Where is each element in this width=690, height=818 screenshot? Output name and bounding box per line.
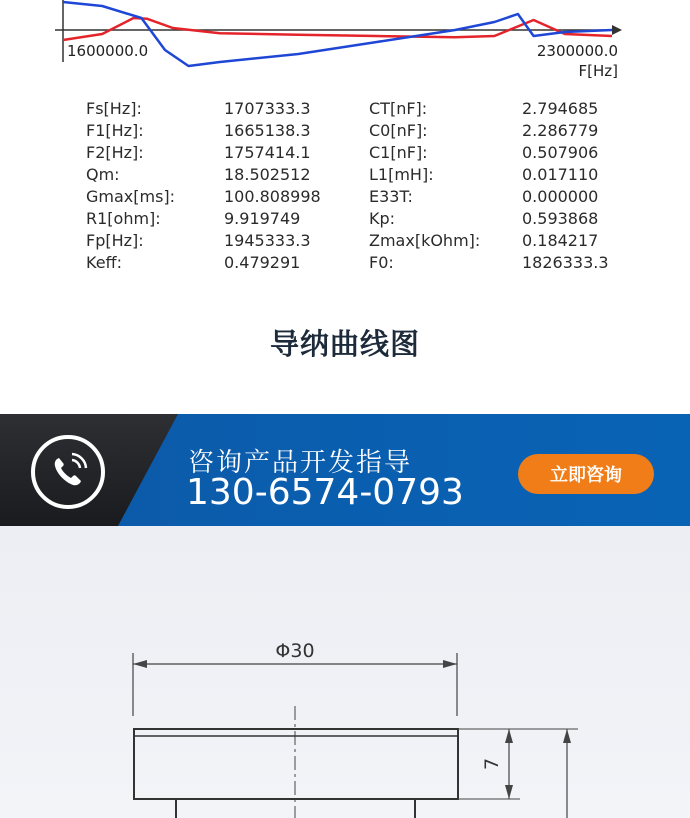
x-max-tick-label: 2300000.0 [536,42,618,60]
x-axis-arrow [612,25,622,35]
diameter-label: Φ30 [275,640,315,662]
banner-title: 咨询产品开发指导 [188,448,413,478]
admittance-chart [0,0,690,95]
param-label: Fs[Hz]: [86,99,142,118]
param-label: L1[mH]: [369,165,434,184]
dimension-drawing [0,526,690,818]
param-value: 100.808998 [224,187,321,206]
param-value: 2.286779 [522,121,599,140]
param-value: 1665138.3 [224,121,311,140]
height-label: 7 [481,757,503,771]
param-label: F2[Hz]: [86,143,144,162]
param-label: Gmax[ms]: [86,187,176,206]
param-label: Keff: [86,253,122,272]
param-label: F1[Hz]: [86,121,144,140]
param-value: 0.017110 [522,165,599,184]
x-axis-unit-label: F[Hz] [578,62,618,80]
phone-icon [31,435,105,509]
param-label: R1[ohm]: [86,209,161,228]
param-label: C0[nF]: [369,121,428,140]
admittance-chart-section [0,0,690,300]
param-value: 2.794685 [522,99,599,118]
param-value: 0.593868 [522,209,599,228]
param-label: Kp: [369,209,396,228]
param-label: CT[nF]: [369,99,428,118]
param-value: 0.507906 [522,143,599,162]
param-value: 0.184217 [522,231,599,250]
param-label: Zmax[kOhm]: [369,231,481,250]
x-min-tick-label: 1600000.0 [67,42,149,60]
param-label: C1[nF]: [369,143,428,162]
section-heading: 导纳曲线图 [269,327,420,361]
param-label: E33T: [369,187,413,206]
part-body [134,729,458,799]
dimension-drawing-section [0,526,690,818]
param-value: 9.919749 [224,209,301,228]
contact-banner [0,414,690,526]
param-value: 1945333.3 [224,231,311,250]
param-value: 0.000000 [522,187,599,206]
param-value: 0.479291 [224,253,301,272]
param-label: F0: [369,253,394,272]
param-value: 1757414.1 [224,143,311,162]
banner-phone-number[interactable]: 130-6574-0793 [186,472,464,513]
consult-now-button[interactable]: 立即咨询 [518,454,654,494]
param-value: 18.502512 [224,165,311,184]
param-label: Fp[Hz]: [86,231,144,250]
param-value: 1707333.3 [224,99,311,118]
param-label: Qm: [86,165,120,184]
param-value: 1826333.3 [522,253,609,272]
